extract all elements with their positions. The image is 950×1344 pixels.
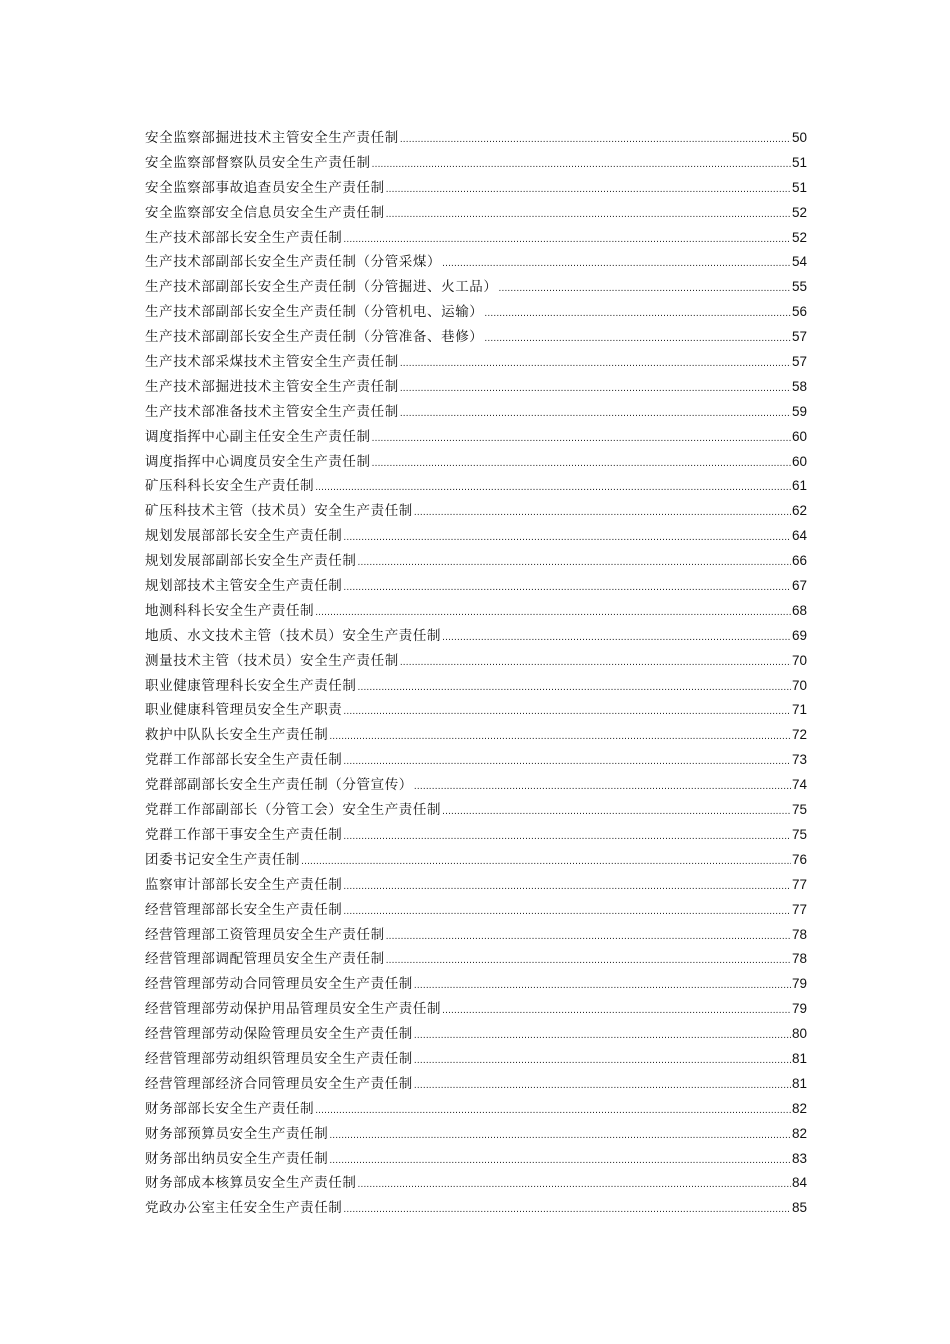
- toc-entry[interactable]: [145, 425, 807, 450]
- toc-entry-page-number: 60: [791, 453, 807, 469]
- toc-entry-title: 测量技术主管（技术员）安全生产责任制: [145, 652, 399, 669]
- dot-leader: [315, 476, 791, 501]
- toc-entry-page-number: 52: [791, 229, 807, 245]
- toc-entry-title: 经营管理部劳动组织管理员安全生产责任制: [145, 1050, 413, 1067]
- dot-leader: [343, 228, 791, 253]
- toc-entry-title: 生产技术部副部长安全生产责任制（分管掘进、火工品）: [145, 279, 498, 296]
- toc-entry[interactable]: [145, 201, 807, 226]
- dot-leader: [343, 576, 791, 601]
- toc-entry-page-number: 81: [791, 1075, 807, 1091]
- toc-entry-page-number: 68: [791, 602, 807, 618]
- toc-entry[interactable]: [145, 1022, 807, 1047]
- toc-entry-page-number: 70: [791, 652, 807, 668]
- toc-entry-page-number: 54: [791, 254, 807, 270]
- toc-entry-page-number: 75: [791, 802, 807, 818]
- toc-entry-title: 安全监察部安全信息员安全生产责任制: [145, 204, 385, 221]
- dot-leader: [315, 1099, 791, 1124]
- toc-entry[interactable]: [145, 250, 807, 275]
- toc-entry[interactable]: [145, 898, 807, 923]
- toc-entry-title: 党群工作部部长安全生产责任制: [145, 752, 343, 769]
- dot-leader: [484, 327, 791, 352]
- toc-entry-page-number: 64: [791, 528, 807, 544]
- dot-leader: [484, 302, 791, 327]
- table-of-contents: [145, 126, 807, 1221]
- toc-entry[interactable]: [145, 1147, 807, 1172]
- toc-entry-title: 经营管理部工资管理员安全生产责任制: [145, 926, 385, 943]
- dot-leader: [499, 277, 791, 302]
- toc-entry[interactable]: [145, 375, 807, 400]
- toc-entry[interactable]: [145, 1171, 807, 1196]
- toc-entry[interactable]: [145, 698, 807, 723]
- toc-entry[interactable]: [145, 748, 807, 773]
- toc-entry[interactable]: [145, 549, 807, 574]
- toc-entry[interactable]: [145, 1097, 807, 1122]
- toc-entry-title: 矿压科技术主管（技术员）安全生产责任制: [145, 503, 413, 520]
- toc-entry-page-number: 82: [791, 1100, 807, 1116]
- dot-leader: [400, 352, 791, 377]
- toc-entry[interactable]: [145, 400, 807, 425]
- toc-entry-page-number: 78: [791, 926, 807, 942]
- toc-entry[interactable]: [145, 674, 807, 699]
- toc-entry[interactable]: [145, 1122, 807, 1147]
- toc-entry-page-number: 56: [791, 304, 807, 320]
- dot-leader: [442, 626, 791, 651]
- toc-entry-title: 生产技术部部长安全生产责任制: [145, 229, 343, 246]
- toc-entry-page-number: 77: [791, 876, 807, 892]
- toc-entry-page-number: 79: [791, 1001, 807, 1017]
- dot-leader: [329, 1124, 791, 1149]
- toc-entry-title: 安全监察部督察队员安全生产责任制: [145, 154, 371, 171]
- toc-entry[interactable]: [145, 176, 807, 201]
- toc-entry-title: 党群工作部副部长（分管工会）安全生产责任制: [145, 802, 442, 819]
- dot-leader: [372, 153, 791, 178]
- toc-entry-page-number: 51: [791, 154, 807, 170]
- toc-entry-page-number: 72: [791, 727, 807, 743]
- toc-entry-page-number: 75: [791, 826, 807, 842]
- dot-leader: [414, 775, 791, 800]
- dot-leader: [442, 999, 791, 1024]
- toc-entry-title: 经营管理部经济合同管理员安全生产责任制: [145, 1075, 413, 1092]
- dot-leader: [343, 700, 791, 725]
- toc-entry-title: 监察审计部部长安全生产责任制: [145, 876, 343, 893]
- dot-leader: [343, 825, 791, 850]
- toc-entry[interactable]: [145, 1072, 807, 1097]
- dot-leader: [400, 651, 791, 676]
- toc-entry-page-number: 77: [791, 901, 807, 917]
- toc-entry[interactable]: [145, 474, 807, 499]
- toc-entry-title: 生产技术部掘进技术主管安全生产责任制: [145, 378, 399, 395]
- toc-entry-title: 党政办公室主任安全生产责任制: [145, 1200, 343, 1217]
- toc-entry[interactable]: [145, 649, 807, 674]
- toc-entry-page-number: 58: [791, 378, 807, 394]
- dot-leader: [372, 427, 791, 452]
- toc-entry-title: 经营管理部劳动保险管理员安全生产责任制: [145, 1026, 413, 1043]
- toc-entry-title: 经营管理部劳动保护用品管理员安全生产责任制: [145, 1001, 442, 1018]
- toc-entry-page-number: 52: [791, 204, 807, 220]
- toc-entry-page-number: 62: [791, 503, 807, 519]
- dot-leader: [343, 1198, 791, 1223]
- toc-entry[interactable]: [145, 350, 807, 375]
- toc-entry-title: 党群部副部长安全生产责任制（分管宣传）: [145, 777, 413, 794]
- dot-leader: [386, 949, 791, 974]
- dot-leader: [329, 725, 791, 750]
- toc-entry-title: 党群工作部干事安全生产责任制: [145, 826, 343, 843]
- dot-leader: [414, 501, 791, 526]
- dot-leader: [329, 1149, 791, 1174]
- toc-entry-title: 经营管理部劳动合同管理员安全生产责任制: [145, 976, 413, 993]
- toc-entry[interactable]: [145, 798, 807, 823]
- toc-entry-title: 安全监察部事故追查员安全生产责任制: [145, 179, 385, 196]
- toc-entry[interactable]: [145, 773, 807, 798]
- toc-entry[interactable]: [145, 151, 807, 176]
- toc-entry-page-number: 50: [791, 130, 807, 145]
- toc-entry[interactable]: [145, 823, 807, 848]
- toc-entry[interactable]: [145, 947, 807, 972]
- toc-entry-page-number: 61: [791, 478, 807, 494]
- toc-entry-title: 团委书记安全生产责任制: [145, 851, 301, 868]
- dot-leader: [400, 377, 791, 402]
- dot-leader: [414, 1049, 791, 1074]
- toc-entry[interactable]: [145, 574, 807, 599]
- toc-entry-page-number: 84: [791, 1175, 807, 1191]
- dot-leader: [343, 526, 791, 551]
- toc-entry-page-number: 85: [791, 1200, 807, 1216]
- toc-entry[interactable]: [145, 126, 807, 151]
- toc-entry-page-number: 60: [791, 428, 807, 444]
- toc-entry-title: 经营管理部调配管理员安全生产责任制: [145, 951, 385, 968]
- toc-entry[interactable]: [145, 972, 807, 997]
- toc-entry[interactable]: [145, 599, 807, 624]
- toc-entry-page-number: 81: [791, 1050, 807, 1066]
- toc-entry-title: 财务部成本核算员安全生产责任制: [145, 1175, 357, 1192]
- toc-entry[interactable]: [145, 275, 807, 300]
- dot-leader: [386, 178, 791, 203]
- toc-entry-page-number: 73: [791, 752, 807, 768]
- toc-entry[interactable]: [145, 923, 807, 948]
- toc-entry-title: 职业健康管理科长安全生产责任制: [145, 677, 357, 694]
- toc-entry-page-number: 83: [791, 1150, 807, 1166]
- dot-leader: [315, 601, 791, 626]
- dot-leader: [386, 925, 791, 950]
- toc-entry[interactable]: [145, 450, 807, 475]
- dot-leader: [386, 203, 791, 228]
- toc-entry-page-number: 69: [791, 627, 807, 643]
- dot-leader: [358, 1173, 791, 1198]
- toc-entry-page-number: 80: [791, 1026, 807, 1042]
- toc-entry[interactable]: [145, 624, 807, 649]
- toc-entry-title: 生产技术部采煤技术主管安全生产责任制: [145, 354, 399, 371]
- toc-entry-title: 规划发展部部长安全生产责任制: [145, 528, 343, 545]
- toc-entry-title: 财务部出纳员安全生产责任制: [145, 1150, 329, 1167]
- toc-entry-page-number: 74: [791, 777, 807, 793]
- toc-entry[interactable]: [145, 848, 807, 873]
- toc-entry-page-number: 71: [791, 702, 807, 718]
- dot-leader: [372, 452, 791, 477]
- toc-entry[interactable]: [145, 873, 807, 898]
- toc-entry-title: 职业健康科管理员安全生产职责: [145, 702, 343, 719]
- toc-entry[interactable]: [145, 1196, 807, 1221]
- dot-leader: [414, 1074, 791, 1099]
- toc-entry-title: 调度指挥中心调度员安全生产责任制: [145, 453, 371, 470]
- toc-entry-page-number: 67: [791, 578, 807, 594]
- toc-entry[interactable]: [145, 300, 807, 325]
- toc-entry-title: 地质、水文技术主管（技术员）安全生产责任制: [145, 627, 442, 644]
- dot-leader: [343, 750, 791, 775]
- dot-leader: [358, 676, 791, 701]
- toc-entry-page-number: 66: [791, 553, 807, 569]
- dot-leader: [343, 900, 791, 925]
- toc-entry-title: 生产技术部副部长安全生产责任制（分管机电、运输）: [145, 304, 484, 321]
- dot-leader: [343, 875, 791, 900]
- toc-entry-title: 矿压科科长安全生产责任制: [145, 478, 315, 495]
- dot-leader: [442, 252, 791, 277]
- dot-leader: [414, 1024, 791, 1049]
- toc-entry-title: 安全监察部掘进技术主管安全生产责任制: [145, 130, 399, 146]
- toc-entry-title: 规划部技术主管安全生产责任制: [145, 578, 343, 595]
- toc-entry-page-number: 78: [791, 951, 807, 967]
- toc-entry-title: 救护中队队长安全生产责任制: [145, 727, 329, 744]
- dot-leader: [400, 402, 791, 427]
- toc-entry-title: 调度指挥中心副主任安全生产责任制: [145, 428, 371, 445]
- toc-entry-title: 财务部预算员安全生产责任制: [145, 1125, 329, 1142]
- toc-entry-title: 经营管理部部长安全生产责任制: [145, 901, 343, 918]
- toc-entry-page-number: 59: [791, 403, 807, 419]
- toc-entry-title: 财务部部长安全生产责任制: [145, 1100, 315, 1117]
- toc-entry[interactable]: [145, 499, 807, 524]
- dot-leader: [358, 551, 791, 576]
- toc-entry-page-number: 79: [791, 976, 807, 992]
- toc-entry-page-number: 55: [791, 279, 807, 295]
- toc-entry[interactable]: [145, 226, 807, 251]
- toc-entry-title: 生产技术部准备技术主管安全生产责任制: [145, 403, 399, 420]
- toc-entry-title: 生产技术部副部长安全生产责任制（分管采煤）: [145, 254, 442, 271]
- dot-leader: [400, 128, 791, 153]
- toc-entry-page-number: 82: [791, 1125, 807, 1141]
- toc-entry-page-number: 70: [791, 677, 807, 693]
- toc-entry-page-number: 51: [791, 179, 807, 195]
- toc-entry[interactable]: [145, 723, 807, 748]
- toc-entry-title: 生产技术部副部长安全生产责任制（分管准备、巷修）: [145, 329, 484, 346]
- dot-leader: [301, 850, 791, 875]
- toc-entry[interactable]: [145, 997, 807, 1022]
- toc-entry[interactable]: [145, 325, 807, 350]
- dot-leader: [442, 800, 791, 825]
- toc-entry[interactable]: [145, 1047, 807, 1072]
- dot-leader: [414, 974, 791, 999]
- toc-entry[interactable]: [145, 524, 807, 549]
- toc-entry-title: 规划发展部副部长安全生产责任制: [145, 553, 357, 570]
- toc-entry-page-number: 76: [791, 851, 807, 867]
- toc-entry-page-number: 57: [791, 354, 807, 370]
- toc-entry-page-number: 57: [791, 329, 807, 345]
- toc-entry-title: 地测科科长安全生产责任制: [145, 602, 315, 619]
